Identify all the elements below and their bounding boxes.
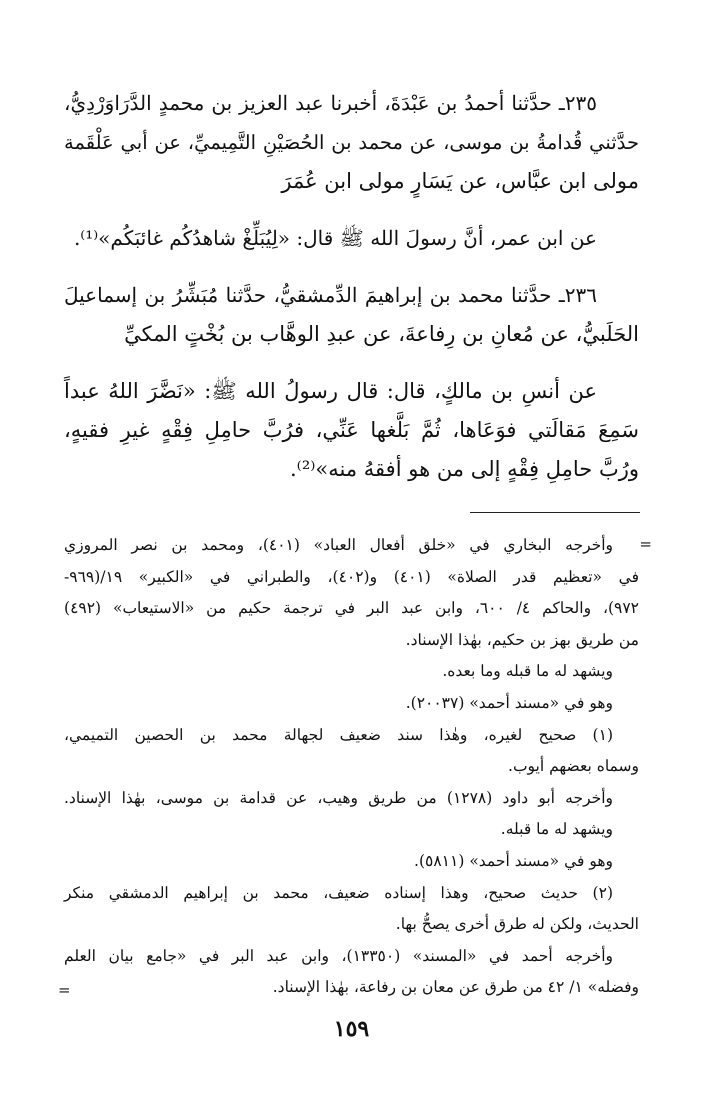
footnote-line: ويشهد له ما قبله. [500,820,613,839]
footnote-line: ٩٧٢)، والحاكم ٤/ ٦٠٠، وابن عبد البر في ترجمة حكيم من «الاستيعاب» (٤٩٢) [64,599,639,618]
hadith-236-matn-line-1: عن أنسِ بن مالكٍ، قال: قال رسولُ الله ﷺ: «نَضَّرَ اللهُ عبداً [64,379,597,403]
footnote-line: وهو في «مسند أحمد» (٢٠٠٣٧). [405,693,613,712]
footnote-1-line-1: (١) صحيح لغيره، وهٰذا سند ضعيف لجهالة محمد بن الحصين التميمي، [64,725,613,744]
hadith-235-isnad-line-3: مولى ابن عبَّاس، عن يَسَارٍ مولى ابن عُمَرَ [281,169,639,193]
footnote-line: وأخرجه أبو داود (١٢٧٨) من طريق وهيب، عن قدامة بن موسى، بهٰذا الإسناد. [64,788,613,807]
continuation-mark-top: = [639,535,652,553]
footnote-line: وأخرجه أحمد في «المسند» (١٣٣٥٠)، وابن عبد البر في «جامع بيان العلم [64,946,614,965]
footnote-2-line-1: (٢) حديث صحيح، وهذا إسناده ضعيف، محمد بن إبراهيم الدمشقي منكر [64,883,613,902]
hadith-236-isnad-line-1: ٢٣٦ـ حدَّثنا محمد بن إبراهيمَ الدِّمشقيُّ، حدَّثنا مُبَشِّرُ بن إسماعيلَ [64,283,597,307]
footnotes [64,530,639,1004]
footnote-1-line-2: وسماه بعضهم أيوب. [508,757,639,776]
hadith-236-isnad-line-2: الحَلَبيُّ، عن مُعانِ بن رِفاعةَ، عن عبدِ الوهَّاب بن بُخْتٍ المكيِّ [124,322,639,346]
page-number: ١٥٩ [333,1016,370,1042]
footnote-separator [470,512,640,513]
footnote-line: وفضله» ١/ ٤٢ من طرق عن معان بن رفاعة، بهٰذا الإسناد. [272,978,639,997]
hadith-236-matn-line-3: ورُبَّ حامِلِ فِقْهٍ إلى من هو أفقهُ منه»⁽²⁾. [290,457,639,481]
footnote-line: ويشهد له ما قبله وما بعده. [442,662,613,681]
continuation-mark-bottom: = [58,981,71,999]
footnote-line: في «تعظيم قدر الصلاة» (٤٠١) و(٤٠٢)، والطبراني في «الكبير» ١٩/(٩٦٩- [64,567,640,586]
footnote-line: وهو في «مسند أحمد» (٥٨١١). [414,851,613,870]
footnote-line: وأخرجه البخاري في «خلق أفعال العباد» (٤٠١)، ومحمد بن نصر المروزي [64,536,613,554]
hadith-236-matn-line-2: سَمِعَ مَقالَتي فوَعَاها، ثُمَّ بَلَّغها عَنِّي، فرُبَّ حامِلِ فِقْهٍ غيرِ فقيهٍ، [64,418,639,442]
footnote-line: من طريق بهز بن حكيم، بهٰذا الإسناد. [405,630,639,649]
hadith-235-isnad-line-2: حدَّثني قُدامةُ بن موسى، عن محمد بن الحُصَيْنِ التَّمِيميِّ، عن أبي عَلْقَمة [64,131,639,154]
hadith-235-isnad-line-1: ٢٣٥ـ حدَّثنا أحمدُ بن عَبْدَةَ، أخبرنا عبد العزيز بن محمدٍ الدَّرَاوَرْدِيُّ، [64,91,597,115]
hadith-235-matn: عن ابن عمر، أنَّ رسولَ الله ﷺ قال: «لِيُبَلِّغْ شاهدُكُم غائبَكُم»⁽¹⁾. [73,226,597,250]
footnote-2-line-2: الحديث، ولكن له طرق أخرى يصحُّ بها. [395,915,639,934]
main-text [64,84,639,489]
